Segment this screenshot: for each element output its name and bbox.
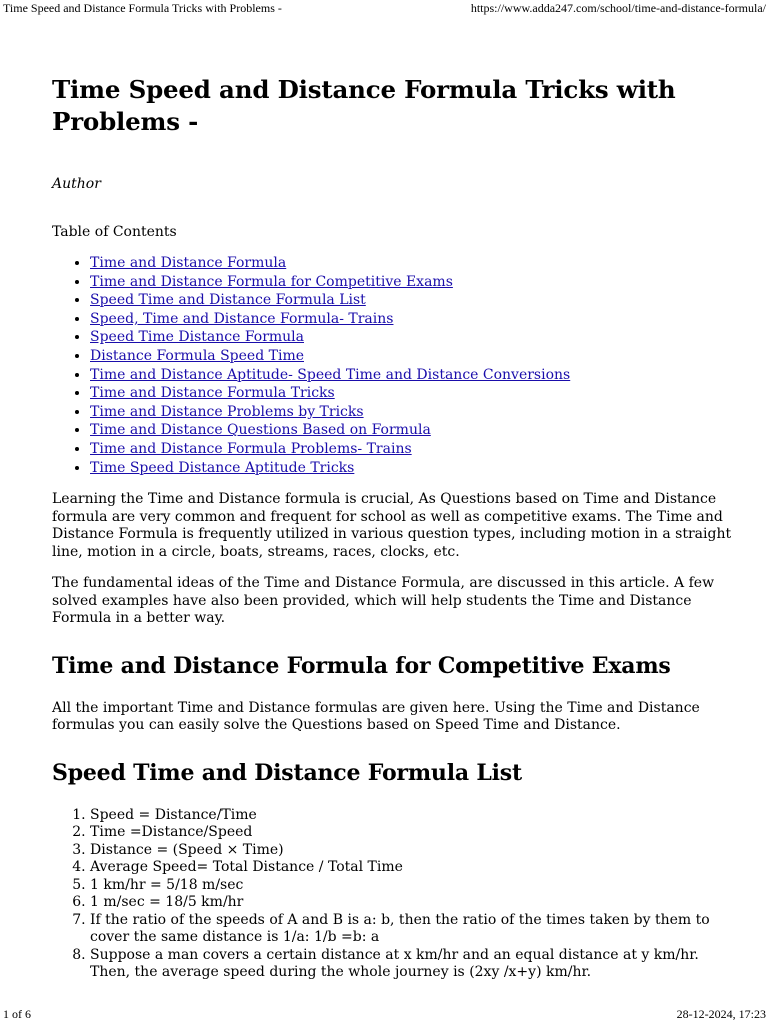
toc-link[interactable]: Distance Formula Speed Time [90, 347, 304, 364]
article [52, 74, 742, 982]
toc-link[interactable]: Speed Time Distance Formula [90, 329, 304, 346]
toc-link[interactable]: Time and Distance Formula Tricks [90, 385, 335, 402]
section-paragraph: All the important Time and Distance formulas are given here. Using the Time and Distance formulas you can easily solve the Questions based on Speed Time and Distance. [52, 699, 700, 734]
toc-item [90, 403, 742, 422]
toc-item [90, 328, 742, 347]
toc-link[interactable]: Time Speed Distance Aptitude Tricks [90, 459, 355, 476]
table-of-contents [52, 254, 742, 477]
formula-item: 7. If the ratio of the speeds of A and B is a: b, then the ratio of the times taken by them to cover the same distance is 1/a: 1/b =b: a [90, 912, 742, 947]
section-heading-formula-list: Speed Time and Distance Formula List [52, 759, 522, 786]
formula-item: 1. Speed = Distance/Time [90, 807, 742, 825]
toc-link[interactable]: Time and Distance Questions Based on Formula [90, 422, 431, 439]
toc-item [90, 254, 742, 273]
formula-item: 5. 1 km/hr = 5/18 m/sec [90, 877, 742, 895]
print-footer [0, 1008, 768, 1024]
author-label: Author [52, 176, 101, 192]
toc-link[interactable]: Speed Time and Distance Formula List [90, 292, 366, 309]
toc-item [90, 273, 742, 292]
formula-list [52, 807, 742, 982]
intro-paragraph-1: Learning the Time and Distance formula is crucial, As Questions based on Time and Distance formula are very common and frequent for school as well as competitive exams. The Time and Distance Formula is frequently utilized in various question types, including motion in a straight line, motion in a circle, boats, streams, races, clocks, etc. [52, 491, 732, 560]
toc-item [90, 291, 742, 310]
toc-link[interactable]: Time and Distance Formula Problems- Trains [90, 440, 412, 457]
formula-item: 3. Distance = (Speed × Time) [90, 842, 742, 860]
print-header-url[interactable]: https://www.adda247.com/school/time-and-distance-formula/ [470, 1, 766, 15]
toc-item [90, 366, 742, 385]
toc-item [90, 459, 742, 478]
print-timestamp: 28-12-2024, 17:23 [676, 1007, 766, 1021]
formula-item: 8. Suppose a man covers a certain distance at x km/hr and an equal distance at y km/hr. Then, the average speed during the whole journey is (2xy /x+y) km/hr. [90, 947, 742, 982]
formula-item: 2. Time =Distance/Speed [90, 824, 742, 842]
page-title: Time Speed and Distance Formula Tricks with Problems - [52, 75, 676, 136]
toc-item [90, 384, 742, 403]
toc-link[interactable]: Time and Distance Aptitude- Speed Time and Distance Conversions [90, 366, 571, 383]
toc-item [90, 347, 742, 366]
toc-link[interactable]: Speed, Time and Distance Formula- Trains [90, 310, 394, 327]
page-counter: 1 of 6 [3, 1007, 31, 1021]
section-heading-competitive-exams: Time and Distance Formula for Competitive Exams [52, 652, 671, 679]
toc-link[interactable]: Time and Distance Problems by Tricks [90, 403, 364, 420]
toc-title: Table of Contents [52, 224, 177, 240]
print-header [0, 0, 768, 16]
toc-link[interactable]: Time and Distance Formula for Competitive Exams [90, 273, 453, 290]
toc-link[interactable]: Time and Distance Formula [90, 255, 287, 271]
toc-item [90, 310, 742, 329]
toc-item [90, 440, 742, 459]
print-header-title: Time Speed and Distance Formula Tricks with Problems - [3, 1, 282, 15]
toc-item [90, 421, 742, 440]
formula-item: 4. Average Speed= Total Distance / Total Time [90, 859, 742, 877]
formula-item: 6. 1 m/sec = 18/5 km/hr [90, 894, 742, 912]
intro-paragraph-2: The fundamental ideas of the Time and Distance Formula, are discussed in this article. A few solved examples have also been provided, which will help students the Time and Distance Formula in a better way. [52, 575, 715, 627]
